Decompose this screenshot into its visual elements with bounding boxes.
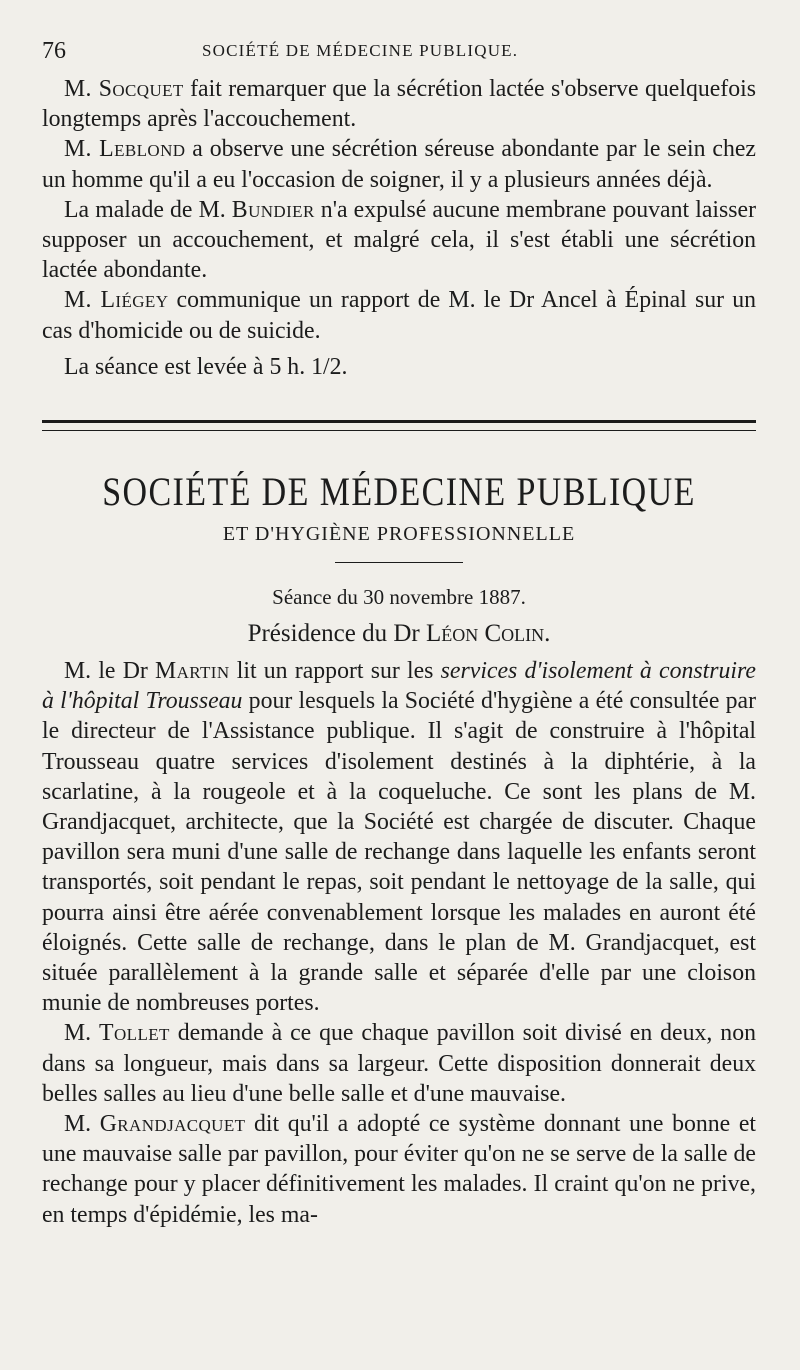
report-title: services d'isolement à construire à l'hôpital Trousseau xyxy=(42,658,756,715)
speaker-name: M. Leblond xyxy=(64,136,186,163)
running-head-title: SOCIÉTÉ DE MÉDECINE PUBLIQUE. xyxy=(202,41,519,60)
short-divider xyxy=(335,562,463,563)
paragraph-socquet xyxy=(42,74,756,134)
paragraph-tollet xyxy=(42,1018,756,1109)
paragraph-text: fait remarquer que la sécrétion lactée s'observe quelquefois longtemps après l'accouchement. xyxy=(42,76,756,133)
paragraph-bundier xyxy=(42,195,756,286)
paragraph-text: n'a expulsé aucune membrane pouvant laisser supposer un accouchement, et malgré cela, il s'est établi une sécrétion lactée abondante. xyxy=(42,196,757,284)
president-name: Léon Colin. xyxy=(425,620,551,648)
speaker-name: Martin xyxy=(155,658,230,685)
paragraph-text: communique un rapport de M. le Dr Ancel à Épinal sur un cas d'homicide ou de suicide. xyxy=(42,287,756,344)
speaker-name: M. Liégey xyxy=(64,287,169,314)
paragraph-text: a observe une sécrétion séreuse abondante par le sein chez un homme qu'il a eu l'occasion de soigner, il y a plusieurs années déjà. xyxy=(42,136,756,193)
adjournment-line: La séance est levée à 5 h. 1/2. xyxy=(64,353,348,380)
paragraph-grandjacquet xyxy=(42,1109,756,1230)
paragraph-liegey xyxy=(42,285,756,345)
section-divider xyxy=(42,420,756,431)
presidency-line xyxy=(42,620,756,648)
paragraph-text: dit qu'il a adopté ce système donnant une bonne et une mauvaise salle par pavillon, pour éviter qu'on ne se serve de la salle de rechange pour y placer définitivement les malades. Il craint qu'on ne prive, en temps d'épidémie, les ma- xyxy=(42,1111,757,1228)
paragraph-prefix: M. le Dr xyxy=(64,658,156,685)
paragraph-text: lit un rapport sur les xyxy=(229,658,441,685)
paragraph-text: pour lesquels la Société d'hygiène a été consultée par le directeur de l'Assistance publique. Il s'agit de construire à l'hôpital Trousseau quatre services d'isolement destinés à la diphtérie, à la scarlatine, à la rougeole et à la coqueluche. Ce sont les plans de M. Grandjacquet, architecte, que la Société est chargée de discuter. Chaque pavillon sera muni d'une salle de rechange dans laquelle les enfants seront transportés, soit pendant le repas, soit pendant le nettoyage de la salle, qui pourra ainsi être aérée convenablement lorsque les malades en auront été éloignés. Cette salle de rechange, dans le plan de M. Grandjacquet, est située parallèlement à la grande salle et séparée d'elle par une cloison munie de nombreuses portes. xyxy=(42,688,756,1017)
session-date: Séance du 30 novembre 1887. xyxy=(272,585,526,610)
running-head xyxy=(42,34,756,74)
paragraph-prefix: M. xyxy=(64,1020,100,1047)
page-number: 76 xyxy=(42,38,66,64)
paragraph-prefix: M. xyxy=(64,1111,100,1138)
speaker-name: M. Socquet xyxy=(64,76,184,102)
section-title: SOCIÉTÉ DE MÉDECINE PUBLIQUE xyxy=(102,471,696,515)
speaker-name: Grandjacquet xyxy=(99,1111,246,1138)
speaker-name: Bundier xyxy=(231,196,315,223)
paragraph-text: demande à ce que chaque pavillon soit divisé en deux, non dans sa longueur, mais dans sa largeur. Cette disposition donnerait deux belles salles au lieu d'une belle salle et d'une mauvaise. xyxy=(42,1020,756,1107)
paragraph-prefix: La malade de M. xyxy=(64,196,232,223)
paragraph-martin xyxy=(42,656,756,1018)
paragraph-leblond xyxy=(42,134,756,194)
section-subtitle: ET D'HYGIÈNE PROFESSIONNELLE xyxy=(222,523,576,546)
speaker-name: Tollet xyxy=(99,1020,170,1047)
presidency-prefix: Présidence du Dr xyxy=(247,620,426,648)
